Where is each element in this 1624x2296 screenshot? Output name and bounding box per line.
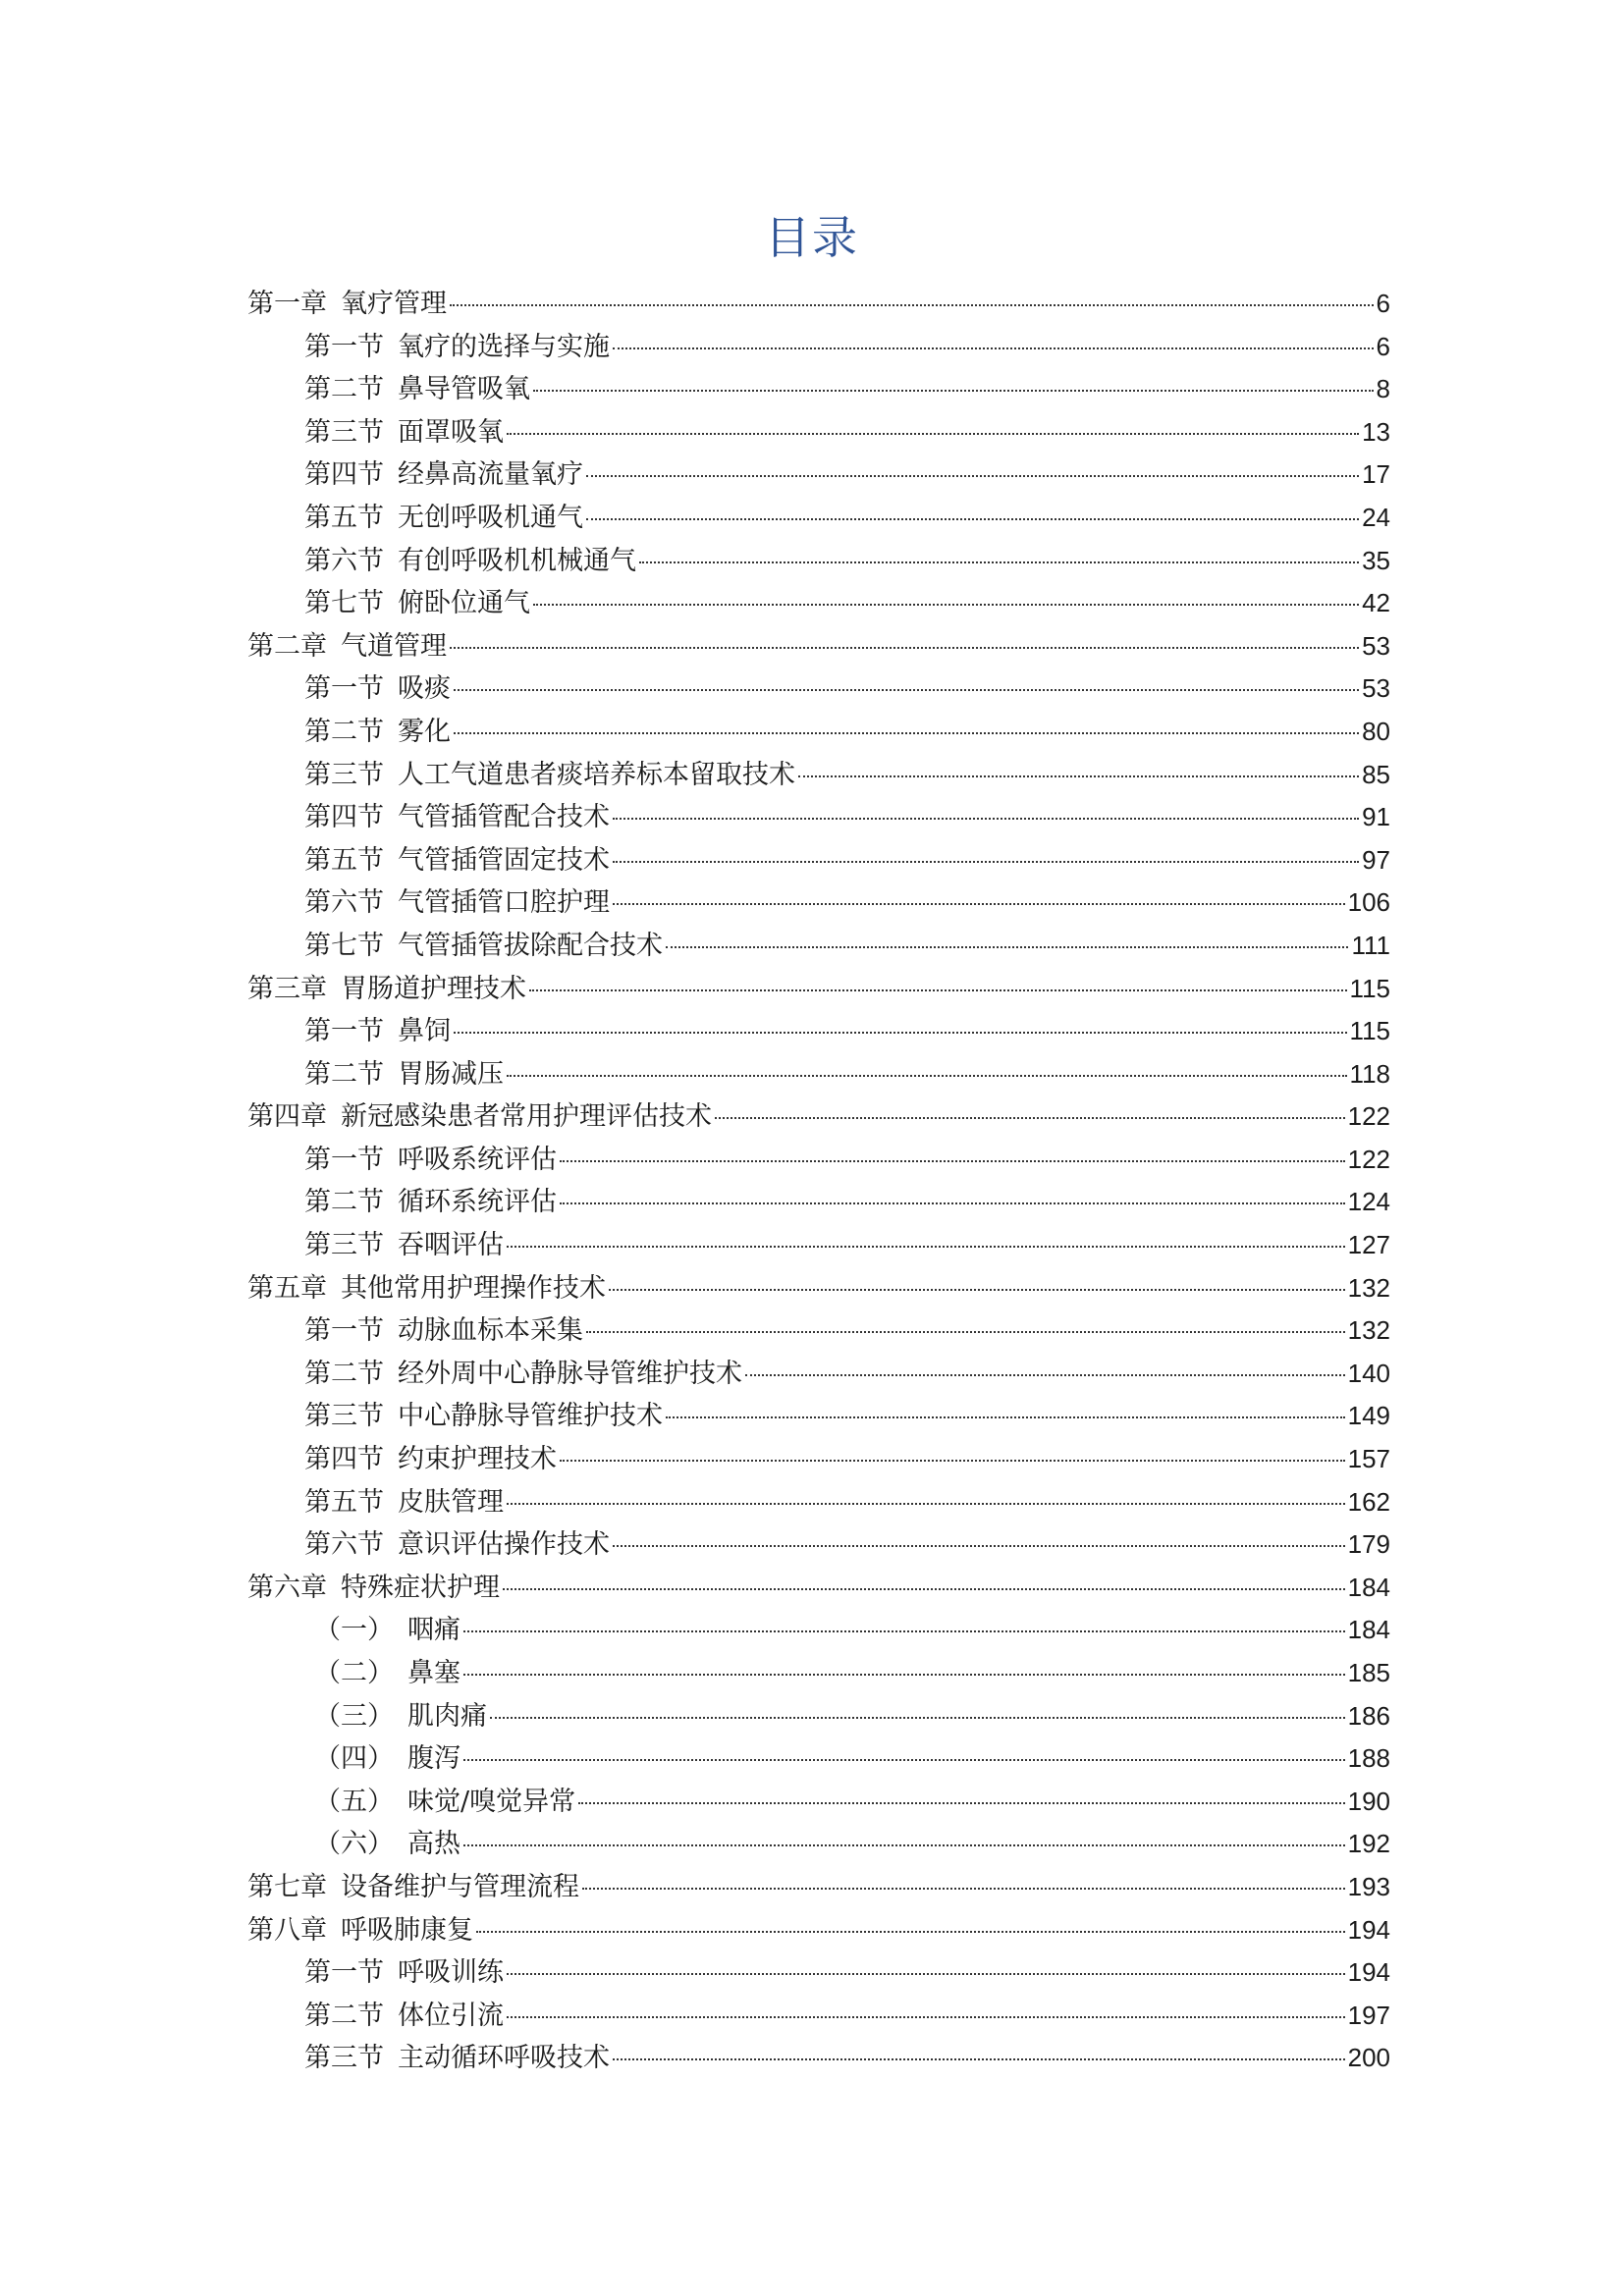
toc-entry-text xyxy=(304,2037,610,2080)
toc-entry-label: 面罩吸氧 xyxy=(398,416,504,448)
toc-section-entry[interactable] xyxy=(247,1224,1390,1267)
toc-entry-label: 胃肠道护理技术 xyxy=(341,973,526,1004)
toc-entry-text xyxy=(304,667,451,711)
toc-entry-text xyxy=(247,968,526,1011)
toc-page-number: 6 xyxy=(1376,289,1390,318)
dot-leader xyxy=(639,561,1359,563)
toc-entry-number: 第三节 xyxy=(304,1401,384,1432)
toc-section-entry[interactable] xyxy=(247,1995,1390,2038)
toc-entry-number: 第六章 xyxy=(247,1572,327,1603)
toc-entry-number: 第一节 xyxy=(304,1144,384,1175)
toc-entry-number: 第三节 xyxy=(304,416,384,448)
toc-entry-label: 新冠感染患者常用护理评估技术 xyxy=(341,1101,712,1133)
toc-page-number: 42 xyxy=(1362,588,1390,618)
toc-entry-text xyxy=(247,1267,606,1310)
toc-section-entry[interactable] xyxy=(247,1309,1390,1353)
toc-entry-number: （三） xyxy=(314,1700,394,1732)
toc-page-number: 132 xyxy=(1347,1272,1390,1303)
dot-leader xyxy=(533,390,1374,392)
dot-leader xyxy=(507,1075,1347,1077)
toc-entry-number: 第二章 xyxy=(247,630,327,662)
toc-entry-text xyxy=(304,711,451,754)
toc-page-number: 85 xyxy=(1362,759,1390,789)
toc-chapter-entry[interactable] xyxy=(247,968,1390,1011)
toc-section-entry[interactable] xyxy=(247,411,1390,454)
toc-entry-text xyxy=(304,326,610,369)
dot-leader xyxy=(586,475,1359,477)
toc-entry-text xyxy=(304,1309,583,1353)
toc-page-number: 188 xyxy=(1347,1743,1390,1774)
toc-section-entry[interactable] xyxy=(247,1609,1390,1652)
toc-entry-number: 第七节 xyxy=(304,588,384,619)
toc-section-entry[interactable] xyxy=(247,1010,1390,1053)
toc-chapter-entry[interactable] xyxy=(247,625,1390,668)
toc-page-number: 115 xyxy=(1349,1016,1390,1046)
toc-section-entry[interactable] xyxy=(247,454,1390,497)
toc-entry-label: 气道管理 xyxy=(341,630,447,662)
toc-entry-label: 吞咽评估 xyxy=(398,1230,504,1261)
toc-entry-label: 设备维护与管理流程 xyxy=(341,1871,579,1902)
toc-section-entry[interactable] xyxy=(247,2037,1390,2080)
dot-leader xyxy=(507,433,1359,435)
toc-page-number: 53 xyxy=(1362,630,1390,661)
toc-entry-text xyxy=(304,1181,557,1224)
toc-entry-text xyxy=(304,540,636,583)
toc-entry-label: 雾化 xyxy=(398,716,451,747)
dot-leader xyxy=(560,1160,1345,1162)
toc-page-number: 127 xyxy=(1347,1230,1390,1260)
dot-leader xyxy=(582,1888,1345,1890)
toc-page-number: 35 xyxy=(1362,545,1390,575)
dot-leader xyxy=(450,647,1359,649)
toc-entry-label: 呼吸训练 xyxy=(398,1957,504,1989)
toc-chapter-entry[interactable] xyxy=(247,1866,1390,1909)
toc-page-number: 140 xyxy=(1347,1358,1390,1388)
toc-entry-label: 经鼻高流量氧疗 xyxy=(398,459,583,491)
toc-entry-number: 第一节 xyxy=(304,1315,384,1347)
toc-entry-text xyxy=(304,1523,610,1567)
dot-leader xyxy=(463,1630,1345,1632)
toc-entry-text xyxy=(304,582,530,625)
toc-section-entry[interactable] xyxy=(247,1737,1390,1781)
toc-entry-label: 中心静脉导管维护技术 xyxy=(398,1401,663,1432)
toc-entry-number: 第五章 xyxy=(247,1272,327,1304)
toc-entry-text xyxy=(304,1951,504,1995)
toc-page-number: 122 xyxy=(1347,1144,1390,1174)
toc-page-number: 200 xyxy=(1347,2043,1390,2073)
toc-section-entry[interactable] xyxy=(247,839,1390,882)
toc-entry-number: 第一节 xyxy=(304,1016,384,1047)
toc-entry-label: 约束护理技术 xyxy=(398,1444,557,1475)
toc-page-number: 91 xyxy=(1362,802,1390,832)
dot-leader xyxy=(454,1032,1347,1034)
toc-entry-number: 第六节 xyxy=(304,1529,384,1561)
dot-leader xyxy=(507,1246,1345,1248)
dot-leader xyxy=(745,1374,1345,1376)
dot-leader xyxy=(463,1674,1345,1676)
dot-leader xyxy=(613,347,1374,349)
toc-page-number: 162 xyxy=(1347,1486,1390,1517)
toc-entry-label: 咽痛 xyxy=(407,1615,460,1646)
toc-section-entry[interactable] xyxy=(247,1438,1390,1481)
toc-chapter-entry[interactable] xyxy=(247,1567,1390,1610)
toc-entry-number: 第二节 xyxy=(304,716,384,747)
toc-entry-number: 第三节 xyxy=(304,2043,384,2074)
dot-leader xyxy=(798,775,1359,777)
dot-leader xyxy=(666,946,1348,948)
dot-leader xyxy=(476,1931,1345,1933)
toc-title: 目录 xyxy=(765,211,859,264)
toc-entry-label: 鼻饲 xyxy=(398,1016,451,1047)
dot-leader xyxy=(613,2058,1345,2060)
toc-page-number: 194 xyxy=(1347,1914,1390,1945)
toc-entry-text xyxy=(247,1866,579,1909)
toc-page-number: 8 xyxy=(1376,374,1390,404)
toc-chapter-entry[interactable] xyxy=(247,283,1390,326)
toc-entry-label: 俯卧位通气 xyxy=(398,588,530,619)
toc-section-entry[interactable] xyxy=(247,1523,1390,1567)
toc-section-entry[interactable] xyxy=(247,1823,1390,1866)
dot-leader xyxy=(490,1717,1345,1719)
toc-entry-number: 第三章 xyxy=(247,973,327,1004)
toc-chapter-entry[interactable] xyxy=(247,1909,1390,1952)
toc-entry-text xyxy=(304,1353,742,1396)
toc-section-entry[interactable] xyxy=(247,1395,1390,1438)
dot-leader xyxy=(503,1588,1345,1590)
toc-entry-number: 第一节 xyxy=(304,1957,384,1989)
dot-leader xyxy=(586,1331,1345,1333)
toc-entry-label: 皮肤管理 xyxy=(398,1486,504,1518)
toc-entry-text xyxy=(304,796,610,839)
toc-page-number: 111 xyxy=(1351,930,1390,960)
toc-entry-number: （二） xyxy=(314,1658,394,1688)
toc-entry-label: 人工气道患者痰培养标本留取技术 xyxy=(398,759,795,790)
dot-leader xyxy=(586,518,1359,520)
dot-leader xyxy=(463,1844,1345,1846)
toc-entry-number: 第一章 xyxy=(247,289,327,319)
toc-list xyxy=(247,283,1390,2080)
toc-section-entry[interactable] xyxy=(247,1695,1390,1738)
toc-page-number: 13 xyxy=(1362,416,1390,447)
dot-leader xyxy=(507,1503,1345,1505)
toc-entry-text xyxy=(247,625,447,668)
toc-entry-text xyxy=(304,1481,504,1524)
dot-leader xyxy=(533,604,1359,606)
toc-page-number: 122 xyxy=(1347,1101,1390,1132)
toc-entry-text xyxy=(314,1695,487,1738)
toc-page-number: 124 xyxy=(1347,1187,1390,1217)
toc-entry-number: 第六节 xyxy=(304,887,384,919)
toc-entry-label: 经外周中心静脉导管维护技术 xyxy=(398,1358,742,1389)
toc-entry-number: 第五节 xyxy=(304,844,384,876)
toc-entry-label: 气管插管口腔护理 xyxy=(398,887,610,919)
toc-entry-label: 氧疗的选择与实施 xyxy=(398,331,610,362)
toc-section-entry[interactable] xyxy=(247,1652,1390,1695)
toc-entry-number: （四） xyxy=(314,1743,394,1775)
toc-page-number: 184 xyxy=(1347,1572,1390,1602)
toc-page-number: 190 xyxy=(1347,1786,1390,1816)
toc-page-number: 118 xyxy=(1349,1058,1390,1089)
toc-entry-text xyxy=(304,1139,557,1182)
toc-entry-text xyxy=(314,1823,460,1866)
toc-page-number: 53 xyxy=(1362,673,1390,704)
toc-entry-label: 呼吸肺康复 xyxy=(341,1914,473,1946)
toc-entry-number: 第六节 xyxy=(304,545,384,576)
toc-entry-label: 其他常用护理操作技术 xyxy=(341,1272,606,1304)
toc-entry-number: 第三节 xyxy=(304,759,384,790)
toc-page-number: 186 xyxy=(1347,1700,1390,1731)
toc-entry-text xyxy=(304,925,663,968)
toc-page-number: 179 xyxy=(1347,1529,1390,1560)
toc-entry-text xyxy=(304,1053,504,1096)
toc-section-entry[interactable] xyxy=(247,925,1390,968)
toc-entry-text xyxy=(247,1095,712,1139)
toc-entry-text xyxy=(247,283,447,326)
toc-entry-label: 特殊症状护理 xyxy=(341,1572,500,1603)
toc-entry-text xyxy=(304,754,795,797)
toc-entry-number: 第一节 xyxy=(304,673,384,705)
toc-section-entry[interactable] xyxy=(247,368,1390,411)
dot-leader xyxy=(507,2016,1345,2018)
dot-leader xyxy=(529,989,1347,991)
toc-entry-number: （一） xyxy=(314,1615,394,1646)
toc-entry-number: 第七节 xyxy=(304,930,384,961)
toc-entry-number: 第七章 xyxy=(247,1871,327,1902)
toc-entry-text xyxy=(304,1010,451,1053)
dot-leader xyxy=(560,1202,1345,1204)
toc-entry-number: 第二节 xyxy=(304,1058,384,1090)
toc-entry-text xyxy=(314,1781,575,1824)
toc-page-number: 97 xyxy=(1362,844,1390,875)
toc-page-number: 194 xyxy=(1347,1957,1390,1988)
toc-entry-label: 呼吸系统评估 xyxy=(398,1144,557,1175)
toc-page-number: 192 xyxy=(1347,1829,1390,1859)
dot-leader xyxy=(613,818,1359,820)
toc-entry-number: 第五节 xyxy=(304,502,384,533)
toc-entry-number: 第二节 xyxy=(304,374,384,405)
toc-page-number: 6 xyxy=(1376,331,1390,361)
toc-section-entry[interactable] xyxy=(247,1353,1390,1396)
toc-entry-label: 鼻导管吸氧 xyxy=(398,374,530,405)
toc-section-entry[interactable] xyxy=(247,1181,1390,1224)
toc-entry-number: 第二节 xyxy=(304,2000,384,2031)
toc-page-number: 149 xyxy=(1347,1401,1390,1431)
toc-page-number: 193 xyxy=(1347,1871,1390,1901)
toc-entry-label: 味觉/嗅觉异常 xyxy=(407,1786,576,1817)
toc-entry-text xyxy=(314,1609,460,1652)
dot-leader xyxy=(454,689,1359,691)
toc-chapter-entry[interactable] xyxy=(247,1267,1390,1310)
toc-entry-text xyxy=(304,1995,504,2038)
toc-section-entry[interactable] xyxy=(247,1951,1390,1995)
toc-entry-label: 体位引流 xyxy=(398,2000,504,2031)
toc-section-entry[interactable] xyxy=(247,326,1390,369)
toc-page-number: 157 xyxy=(1347,1444,1390,1474)
toc-entry-text xyxy=(304,1395,663,1438)
toc-entry-text xyxy=(314,1652,460,1695)
toc-entry-number: 第四节 xyxy=(304,459,384,491)
toc-entry-number: 第四节 xyxy=(304,802,384,833)
toc-entry-text xyxy=(247,1909,473,1952)
toc-entry-text xyxy=(247,1567,500,1610)
toc-section-entry[interactable] xyxy=(247,667,1390,711)
toc-section-entry[interactable] xyxy=(247,1481,1390,1524)
toc-entry-number: 第三节 xyxy=(304,1230,384,1261)
toc-page-number: 24 xyxy=(1362,502,1390,532)
toc-section-entry[interactable] xyxy=(247,540,1390,583)
toc-entry-text xyxy=(304,839,610,882)
toc-section-entry[interactable] xyxy=(247,1053,1390,1096)
toc-page-number: 80 xyxy=(1362,716,1390,746)
toc-chapter-entry[interactable] xyxy=(247,1095,1390,1139)
dot-leader xyxy=(613,861,1359,863)
dot-leader xyxy=(560,1460,1345,1462)
toc-entry-label: 主动循环呼吸技术 xyxy=(398,2043,610,2074)
toc-entry-text xyxy=(304,368,530,411)
toc-section-entry[interactable] xyxy=(247,497,1390,540)
dot-leader xyxy=(609,1289,1345,1291)
toc-entry-number: （六） xyxy=(314,1829,394,1860)
toc-entry-text xyxy=(304,1224,504,1267)
toc-entry-number: 第八章 xyxy=(247,1914,327,1946)
toc-entry-text xyxy=(304,454,583,497)
toc-section-entry[interactable] xyxy=(247,582,1390,625)
toc-entry-label: 气管插管固定技术 xyxy=(398,844,610,876)
toc-entry-label: 气管插管配合技术 xyxy=(398,802,610,833)
toc-entry-text xyxy=(304,411,504,454)
toc-page-number: 184 xyxy=(1347,1615,1390,1645)
toc-entry-label: 无创呼吸机通气 xyxy=(398,502,583,533)
toc-entry-label: 腹泻 xyxy=(407,1743,460,1775)
dot-leader xyxy=(715,1117,1345,1119)
toc-entry-text xyxy=(314,1737,460,1781)
toc-entry-text xyxy=(304,881,610,925)
toc-section-entry[interactable] xyxy=(247,796,1390,839)
toc-entry-number: 第五节 xyxy=(304,1486,384,1518)
toc-entry-label: 气管插管拔除配合技术 xyxy=(398,930,663,961)
toc-entry-label: 有创呼吸机机械通气 xyxy=(398,545,636,576)
toc-entry-label: 氧疗管理 xyxy=(341,289,447,319)
toc-entry-number: 第一节 xyxy=(304,331,384,362)
toc-page-number: 115 xyxy=(1349,973,1390,1003)
toc-entry-label: 高热 xyxy=(407,1829,460,1860)
toc-entry-label: 鼻塞 xyxy=(407,1658,460,1688)
toc-entry-label: 循环系统评估 xyxy=(398,1187,557,1218)
toc-page-number: 106 xyxy=(1347,887,1390,918)
toc-entry-label: 动脉血标本采集 xyxy=(398,1315,583,1347)
toc-section-entry[interactable] xyxy=(247,711,1390,754)
dot-leader xyxy=(463,1759,1345,1761)
dot-leader xyxy=(578,1802,1345,1804)
dot-leader xyxy=(450,304,1374,306)
toc-page-number: 132 xyxy=(1347,1315,1390,1346)
toc-page-number: 185 xyxy=(1347,1658,1390,1687)
toc-entry-number: 第二节 xyxy=(304,1358,384,1389)
toc-section-entry[interactable] xyxy=(247,1781,1390,1824)
toc-entry-number: 第四章 xyxy=(247,1101,327,1133)
dot-leader xyxy=(613,1545,1345,1547)
toc-entry-text xyxy=(304,1438,557,1481)
toc-section-entry[interactable] xyxy=(247,754,1390,797)
toc-entry-number: 第二节 xyxy=(304,1187,384,1218)
toc-entry-number: （五） xyxy=(314,1786,394,1817)
toc-entry-label: 意识评估操作技术 xyxy=(398,1529,610,1561)
dot-leader xyxy=(666,1416,1345,1418)
toc-entry-label: 胃肠减压 xyxy=(398,1058,504,1090)
toc-entry-number: 第四节 xyxy=(304,1444,384,1475)
toc-entry-text xyxy=(304,497,583,540)
dot-leader xyxy=(613,903,1345,905)
toc-entry-label: 肌肉痛 xyxy=(407,1700,487,1732)
dot-leader xyxy=(507,1973,1345,1975)
toc-entry-label: 吸痰 xyxy=(398,673,451,705)
toc-page-number: 197 xyxy=(1347,2000,1390,2030)
dot-leader xyxy=(454,732,1359,734)
toc-section-entry[interactable] xyxy=(247,1139,1390,1182)
toc-section-entry[interactable] xyxy=(247,881,1390,925)
toc-page-number: 17 xyxy=(1362,459,1390,490)
